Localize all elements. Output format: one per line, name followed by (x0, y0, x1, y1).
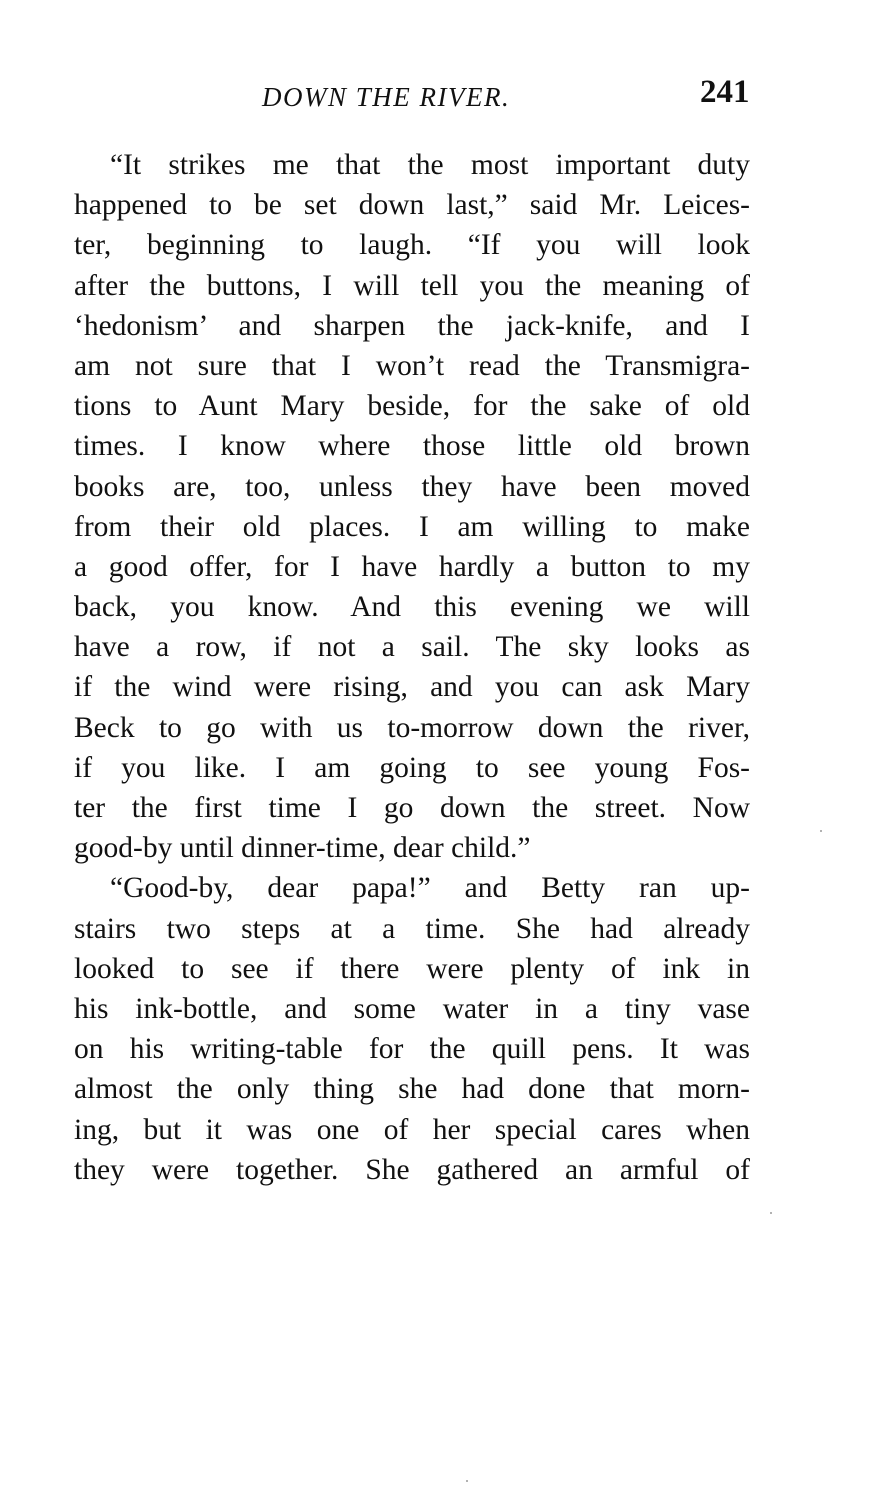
text-line: from their old places. I am willing to make (74, 510, 750, 543)
text-line: good-by until dinner-time, dear child.” (74, 832, 531, 865)
text-line: “Good-by, dear papa!” and Betty ran up- (110, 872, 750, 905)
text-line: am not sure that I won’t read the Transmigra- (74, 349, 750, 382)
text-line: happened to be set down last,” said Mr. Leices- (74, 189, 750, 222)
text-line: ‘hedonism’ and sharpen the jack-knife, and I (74, 309, 750, 342)
text-line: almost the only thing she had done that morn- (74, 1073, 750, 1106)
text-line: stairs two steps at a time. She had already (74, 912, 750, 945)
scan-speck (820, 830, 822, 832)
text-line: tions to Aunt Mary beside, for the sake of old (74, 390, 750, 423)
text-line: ter, beginning to laugh. “If you will look (74, 229, 750, 262)
running-head: DOWN THE RIVER. (262, 82, 511, 112)
text-line: looked to see if there were plenty of ink in (74, 952, 750, 985)
paragraph-1 (74, 145, 750, 868)
text-line: have a row, if not a sail. The sky looks as (74, 631, 750, 664)
paragraph-2 (74, 868, 750, 1190)
text-line: a good offer, for I have hardly a button to my (74, 550, 750, 583)
text-line: his ink-bottle, and some water in a tiny vase (74, 992, 750, 1025)
text-line: ter the first time I go down the street. Now (74, 792, 750, 824)
scan-speck (770, 1212, 772, 1214)
text-line: if the wind were rising, and you can ask Mary (74, 671, 750, 704)
text-line: after the buttons, I will tell you the meaning of (74, 269, 750, 302)
text-line: they were together. She gathered an armful of (74, 1153, 750, 1186)
scan-speck (466, 1480, 468, 1482)
text-line: if you like. I am going to see young Fos- (74, 751, 750, 784)
text-line: times. I know where those little old brown (74, 430, 750, 463)
text-line: books are, too, unless they have been moved (74, 470, 750, 503)
text-line: Beck to go with us to-morrow down the river, (74, 711, 750, 744)
text-line: back, you know. And this evening we will (74, 591, 750, 624)
text-line: on his writing-table for the quill pens. It was (74, 1033, 750, 1066)
body-text (74, 145, 750, 1190)
text-line: “It strikes me that the most important duty (110, 149, 750, 181)
text-line: ing, but it was one of her special cares when (74, 1113, 750, 1146)
page-number: 241 (700, 74, 750, 110)
